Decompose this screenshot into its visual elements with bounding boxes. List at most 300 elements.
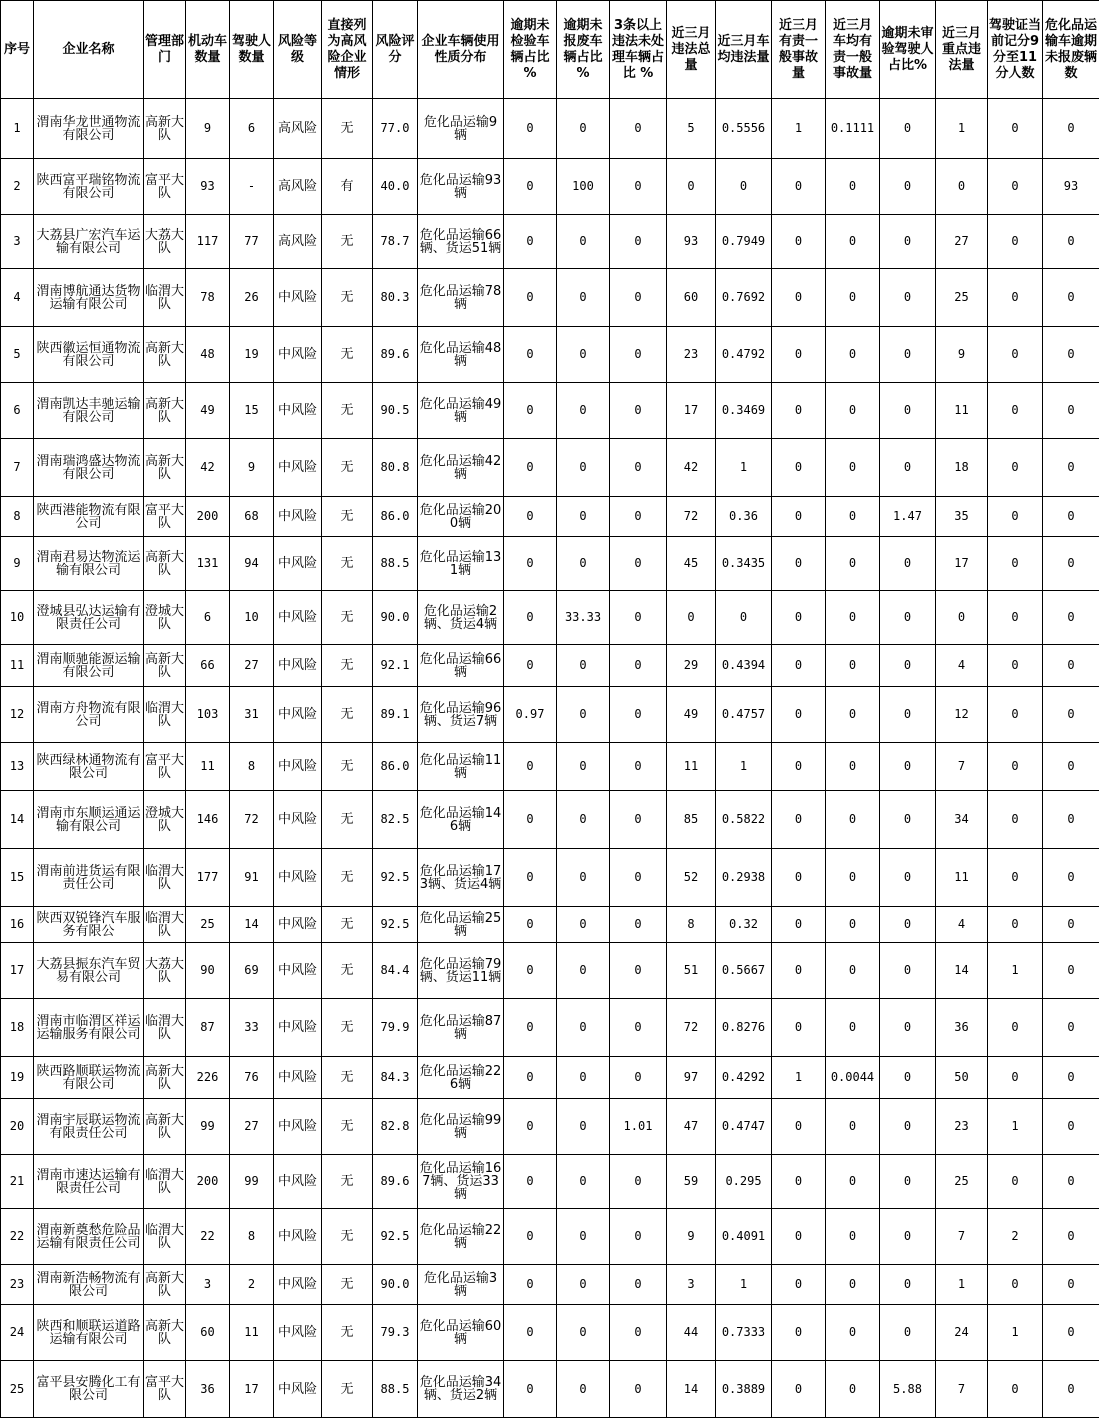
- header-cell: 逾期未报废车辆占比 %: [557, 1, 610, 99]
- table-cell: 0: [1043, 215, 1099, 269]
- table-cell: 4: [1, 269, 34, 327]
- table-cell: 0: [880, 1305, 936, 1361]
- table-cell: 0: [504, 1361, 557, 1418]
- table-cell: 高新大队: [144, 1099, 186, 1155]
- table-cell: 渭南方舟物流有限公司: [34, 687, 144, 743]
- table-cell: 10: [230, 591, 274, 645]
- table-cell: 13: [1, 743, 34, 791]
- table-cell: 0: [772, 269, 826, 327]
- table-cell: 0: [504, 1155, 557, 1209]
- table-cell: 0: [880, 269, 936, 327]
- table-cell: 226: [186, 1057, 230, 1099]
- table-cell: 临渭大队: [144, 1209, 186, 1265]
- table-cell: 无: [322, 1361, 373, 1418]
- table-cell: 69: [230, 943, 274, 999]
- table-cell: 0: [667, 159, 716, 215]
- table-cell: 60: [667, 269, 716, 327]
- table-cell: 0: [504, 497, 557, 537]
- table-cell: 92.5: [373, 1209, 418, 1265]
- table-cell: 0: [504, 1057, 557, 1099]
- table-row: [1, 537, 1099, 591]
- table-cell: 0: [772, 1361, 826, 1418]
- table-cell: 90.0: [373, 591, 418, 645]
- table-cell: 危化品运输22辆: [418, 1209, 504, 1265]
- table-cell: 0: [504, 327, 557, 383]
- table-cell: 0: [1043, 791, 1099, 849]
- table-cell: 0: [667, 591, 716, 645]
- table-cell: 3: [186, 1265, 230, 1305]
- table-cell: 无: [322, 1265, 373, 1305]
- table-cell: 0: [772, 1265, 826, 1305]
- table-cell: 0: [504, 269, 557, 327]
- table-row: [1, 687, 1099, 743]
- table-cell: 0: [988, 743, 1043, 791]
- table-cell: 0: [610, 537, 667, 591]
- table-cell: 危化品运输167辆、货运33辆: [418, 1155, 504, 1209]
- table-cell: 澄城大队: [144, 791, 186, 849]
- table-cell: 33: [230, 999, 274, 1057]
- table-cell: 中风险: [274, 1361, 322, 1418]
- table-row: [1, 791, 1099, 849]
- table-cell: 临渭大队: [144, 907, 186, 943]
- table-cell: 16: [1, 907, 34, 943]
- table-cell: 0: [610, 497, 667, 537]
- table-cell: 1: [716, 439, 772, 497]
- table-cell: 高风险: [274, 215, 322, 269]
- table-cell: 82.8: [373, 1099, 418, 1155]
- table-cell: 中风险: [274, 743, 322, 791]
- table-cell: 0: [504, 943, 557, 999]
- table-cell: 1: [716, 743, 772, 791]
- table-cell: 高新大队: [144, 645, 186, 687]
- table-cell: 7: [936, 1209, 988, 1265]
- table-cell: 0: [936, 591, 988, 645]
- table-cell: 危化品运输25辆: [418, 907, 504, 943]
- table-cell: 131: [186, 537, 230, 591]
- table-cell: 0: [716, 159, 772, 215]
- table-row: [1, 1099, 1099, 1155]
- table-cell: 0.7333: [716, 1305, 772, 1361]
- table-cell: 0: [1043, 1057, 1099, 1099]
- table-cell: 0: [610, 99, 667, 159]
- table-cell: 9: [667, 1209, 716, 1265]
- table-cell: 中风险: [274, 537, 322, 591]
- table-cell: 危化品运输11辆: [418, 743, 504, 791]
- table-cell: 0: [504, 849, 557, 907]
- table-cell: 0: [772, 743, 826, 791]
- table-cell: 高新大队: [144, 327, 186, 383]
- table-cell: 中风险: [274, 1057, 322, 1099]
- table-cell: 0: [826, 645, 880, 687]
- table-cell: 0: [610, 743, 667, 791]
- table-cell: 高风险: [274, 159, 322, 215]
- table-cell: 无: [322, 591, 373, 645]
- table-cell: 0: [504, 1265, 557, 1305]
- table-row: [1, 1361, 1099, 1418]
- table-cell: 0: [826, 1209, 880, 1265]
- header-cell: 近三月车均有责一般事故量: [826, 1, 880, 99]
- table-cell: 渭南新浩畅物流有限公司: [34, 1265, 144, 1305]
- table-cell: 200: [186, 497, 230, 537]
- table-cell: 36: [936, 999, 988, 1057]
- table-cell: 3: [1, 215, 34, 269]
- table-cell: 84.3: [373, 1057, 418, 1099]
- table-cell: 97: [667, 1057, 716, 1099]
- table-cell: 1: [988, 1099, 1043, 1155]
- table-cell: 0: [826, 943, 880, 999]
- table-row: [1, 383, 1099, 439]
- table-cell: 0: [610, 791, 667, 849]
- table-cell: 27: [936, 215, 988, 269]
- table-cell: 77: [230, 215, 274, 269]
- table-cell: 危化品运输79辆、货运11辆: [418, 943, 504, 999]
- table-cell: 1: [988, 1305, 1043, 1361]
- table-cell: 0: [557, 1305, 610, 1361]
- table-cell: 10: [1, 591, 34, 645]
- table-row: [1, 269, 1099, 327]
- table-row: [1, 439, 1099, 497]
- table-cell: 0: [557, 439, 610, 497]
- table-cell: 88.5: [373, 1361, 418, 1418]
- table-cell: 0: [988, 537, 1043, 591]
- table-cell: 0: [988, 849, 1043, 907]
- table-cell: 0: [988, 159, 1043, 215]
- table-cell: 临渭大队: [144, 849, 186, 907]
- table-cell: 93: [186, 159, 230, 215]
- table-cell: 15: [230, 383, 274, 439]
- header-cell: 驾驶证当前记分9分至11分人数: [988, 1, 1043, 99]
- table-cell: 危化品运输42辆: [418, 439, 504, 497]
- table-row: [1, 1057, 1099, 1099]
- table-cell: 0: [826, 1305, 880, 1361]
- table-cell: 危化品运输34辆、货运2辆: [418, 1361, 504, 1418]
- table-cell: 中风险: [274, 439, 322, 497]
- table-cell: 1: [936, 1265, 988, 1305]
- table-cell: 0: [610, 591, 667, 645]
- table-cell: 陕西徽运恒通物流有限公司: [34, 327, 144, 383]
- table-cell: 5: [667, 99, 716, 159]
- table-cell: 0: [504, 645, 557, 687]
- header-cell: 驾驶人数量: [230, 1, 274, 99]
- table-cell: 危化品运输96辆、货运7辆: [418, 687, 504, 743]
- table-cell: 0: [1043, 907, 1099, 943]
- table-cell: 0: [610, 849, 667, 907]
- table-cell: 临渭大队: [144, 269, 186, 327]
- table-cell: 0.3435: [716, 537, 772, 591]
- table-cell: 1.47: [880, 497, 936, 537]
- table-cell: 0.4091: [716, 1209, 772, 1265]
- table-cell: 89.6: [373, 327, 418, 383]
- table-cell: 0: [1043, 1361, 1099, 1418]
- table-cell: 12: [1, 687, 34, 743]
- table-cell: 11: [230, 1305, 274, 1361]
- table-cell: 51: [667, 943, 716, 999]
- table-cell: 11: [1, 645, 34, 687]
- table-cell: 无: [322, 1057, 373, 1099]
- table-cell: 危化品运输131辆: [418, 537, 504, 591]
- table-cell: 0: [988, 327, 1043, 383]
- table-cell: 25: [936, 269, 988, 327]
- table-cell: 中风险: [274, 907, 322, 943]
- table-cell: 4: [936, 907, 988, 943]
- table-cell: 0: [988, 1155, 1043, 1209]
- table-cell: 78: [186, 269, 230, 327]
- table-cell: 0: [988, 907, 1043, 943]
- table-cell: 0: [988, 687, 1043, 743]
- table-cell: 无: [322, 1305, 373, 1361]
- table-row: [1, 99, 1099, 159]
- table-cell: 0: [826, 791, 880, 849]
- table-cell: 90.0: [373, 1265, 418, 1305]
- table-cell: 0.7949: [716, 215, 772, 269]
- table-cell: 无: [322, 907, 373, 943]
- table-cell: 14: [230, 907, 274, 943]
- table-cell: 0: [610, 327, 667, 383]
- table-cell: 陕西双锐锋汽车服务有限公: [34, 907, 144, 943]
- table-cell: 86.0: [373, 497, 418, 537]
- table-cell: 0: [610, 1305, 667, 1361]
- table-cell: 陕西港能物流有限公司: [34, 497, 144, 537]
- table-cell: 0: [772, 591, 826, 645]
- table-cell: 0: [1043, 687, 1099, 743]
- table-cell: 11: [667, 743, 716, 791]
- table-cell: 0: [880, 1155, 936, 1209]
- table-cell: 0: [557, 645, 610, 687]
- table-cell: 2: [230, 1265, 274, 1305]
- table-cell: 无: [322, 439, 373, 497]
- table-row: [1, 215, 1099, 269]
- table-cell: 0: [880, 687, 936, 743]
- table-cell: 0: [1043, 327, 1099, 383]
- table-cell: 17: [1, 943, 34, 999]
- table-cell: 23: [936, 1099, 988, 1155]
- table-cell: 0: [504, 1305, 557, 1361]
- table-cell: 52: [667, 849, 716, 907]
- table-cell: 0.4792: [716, 327, 772, 383]
- table-cell: 陕西富平瑞铭物流有限公司: [34, 159, 144, 215]
- table-cell: 0: [988, 215, 1043, 269]
- header-row: [1, 1, 1099, 99]
- table-cell: 0: [772, 383, 826, 439]
- table-cell: 31: [230, 687, 274, 743]
- header-cell: 危化品运输车逾期未报废辆数: [1043, 1, 1099, 99]
- table-cell: 高新大队: [144, 1305, 186, 1361]
- table-cell: 89.6: [373, 1155, 418, 1209]
- table-row: [1, 907, 1099, 943]
- table-cell: 0: [557, 999, 610, 1057]
- table-cell: 无: [322, 849, 373, 907]
- table-cell: 无: [322, 269, 373, 327]
- table-cell: 危化品运输146辆: [418, 791, 504, 849]
- table-cell: 危化品运输66辆、货运51辆: [418, 215, 504, 269]
- table-cell: 0: [610, 907, 667, 943]
- table-cell: 危化品运输173辆、货运4辆: [418, 849, 504, 907]
- table-cell: 0: [772, 791, 826, 849]
- table-cell: 66: [186, 645, 230, 687]
- table-cell: 9: [936, 327, 988, 383]
- table-cell: 1: [988, 943, 1043, 999]
- table-cell: 0: [826, 269, 880, 327]
- table-cell: 99: [230, 1155, 274, 1209]
- table-cell: 0: [772, 1099, 826, 1155]
- table-cell: 86.0: [373, 743, 418, 791]
- table-cell: 临渭大队: [144, 999, 186, 1057]
- table-cell: 危化品运输66辆: [418, 645, 504, 687]
- table-cell: 0: [610, 159, 667, 215]
- table-cell: 93: [667, 215, 716, 269]
- table-cell: 0: [557, 1265, 610, 1305]
- table-cell: 大荔大队: [144, 215, 186, 269]
- table-cell: 0: [1043, 439, 1099, 497]
- table-cell: 0: [557, 269, 610, 327]
- table-cell: 8: [1, 497, 34, 537]
- table-cell: 0: [772, 159, 826, 215]
- table-cell: 0.3889: [716, 1361, 772, 1418]
- table-cell: 0.0044: [826, 1057, 880, 1099]
- table-cell: 富平大队: [144, 743, 186, 791]
- table-cell: 0: [772, 327, 826, 383]
- table-cell: 9: [230, 439, 274, 497]
- table-cell: 7: [936, 743, 988, 791]
- table-cell: 0: [1043, 591, 1099, 645]
- table-cell: 0: [504, 999, 557, 1057]
- table-cell: 0: [610, 943, 667, 999]
- table-row: [1, 159, 1099, 215]
- table-cell: 渭南顺驰能源运输有限公司: [34, 645, 144, 687]
- table-cell: 0: [988, 383, 1043, 439]
- table-cell: 0: [1043, 1265, 1099, 1305]
- table-cell: 0.3469: [716, 383, 772, 439]
- table-cell: 42: [186, 439, 230, 497]
- table-cell: 陕西路顺联运物流有限公司: [34, 1057, 144, 1099]
- table-cell: 0: [988, 999, 1043, 1057]
- table-cell: 0: [610, 1209, 667, 1265]
- table-cell: 0: [826, 383, 880, 439]
- table-cell: 大荔大队: [144, 943, 186, 999]
- table-cell: 富平大队: [144, 497, 186, 537]
- table-cell: 0: [610, 269, 667, 327]
- table-cell: 0: [826, 215, 880, 269]
- table-cell: 0: [504, 1099, 557, 1155]
- table-cell: 0: [610, 1057, 667, 1099]
- table-cell: 117: [186, 215, 230, 269]
- table-cell: 0: [826, 907, 880, 943]
- table-cell: 0: [504, 537, 557, 591]
- table-cell: 80.3: [373, 269, 418, 327]
- table-cell: 60: [186, 1305, 230, 1361]
- table-cell: 高新大队: [144, 383, 186, 439]
- table-cell: 0: [880, 439, 936, 497]
- table-cell: 18: [936, 439, 988, 497]
- table-cell: 0: [557, 1361, 610, 1418]
- table-cell: 0: [826, 159, 880, 215]
- table-cell: 72: [667, 999, 716, 1057]
- table-cell: 0: [504, 99, 557, 159]
- table-cell: 8: [667, 907, 716, 943]
- table-cell: 0: [988, 1057, 1043, 1099]
- table-cell: 76: [230, 1057, 274, 1099]
- table-cell: 25: [1, 1361, 34, 1418]
- table-cell: 0: [772, 1305, 826, 1361]
- table-cell: 200: [186, 1155, 230, 1209]
- table-cell: 0: [557, 791, 610, 849]
- table-cell: 0: [772, 645, 826, 687]
- table-cell: 渭南市临渭区祥运运输服务有限公司: [34, 999, 144, 1057]
- table-cell: 25: [936, 1155, 988, 1209]
- table-row: [1, 1305, 1099, 1361]
- table-cell: 0: [880, 383, 936, 439]
- table-cell: 18: [1, 999, 34, 1057]
- table-cell: 0: [610, 999, 667, 1057]
- table-cell: 0: [880, 743, 936, 791]
- table-row: [1, 645, 1099, 687]
- table-cell: 0: [880, 999, 936, 1057]
- table-cell: 危化品运输99辆: [418, 1099, 504, 1155]
- table-cell: 0: [826, 999, 880, 1057]
- table-cell: 0: [610, 1265, 667, 1305]
- table-cell: 0: [557, 849, 610, 907]
- table-cell: 0: [557, 943, 610, 999]
- table-cell: 0: [880, 791, 936, 849]
- table-cell: 0: [504, 439, 557, 497]
- table-cell: 0: [880, 1209, 936, 1265]
- table-cell: 0: [1043, 645, 1099, 687]
- table-cell: 危化品运输93辆: [418, 159, 504, 215]
- table-cell: 49: [667, 687, 716, 743]
- table-cell: 0: [826, 591, 880, 645]
- table-cell: 无: [322, 1155, 373, 1209]
- table-cell: 14: [667, 1361, 716, 1418]
- header-cell: 直接列为高风险企业情形: [322, 1, 373, 99]
- table-cell: 危化品运输78辆: [418, 269, 504, 327]
- table-cell: 高新大队: [144, 537, 186, 591]
- table-cell: 危化品运输3辆: [418, 1265, 504, 1305]
- table-cell: 中风险: [274, 497, 322, 537]
- table-cell: 11: [936, 849, 988, 907]
- table-cell: 90.5: [373, 383, 418, 439]
- table-cell: 93: [1043, 159, 1099, 215]
- table-cell: 0.1111: [826, 99, 880, 159]
- table-cell: 11: [186, 743, 230, 791]
- table-cell: 0: [610, 439, 667, 497]
- table-cell: 0: [610, 645, 667, 687]
- table-cell: 0: [557, 1209, 610, 1265]
- table-cell: 11: [936, 383, 988, 439]
- table-cell: 陕西和顺联运道路运输有限公司: [34, 1305, 144, 1361]
- table-cell: 高新大队: [144, 1057, 186, 1099]
- table-cell: 0: [988, 497, 1043, 537]
- table-cell: 0: [880, 943, 936, 999]
- table-cell: 渭南君易达物流运输有限公司: [34, 537, 144, 591]
- table-cell: 79.9: [373, 999, 418, 1057]
- table-cell: 澄城大队: [144, 591, 186, 645]
- table-cell: 0: [988, 791, 1043, 849]
- table-cell: 92.5: [373, 849, 418, 907]
- table-cell: 2: [1, 159, 34, 215]
- header-cell: 逾期未审验驾驶人占比%: [880, 1, 936, 99]
- table-cell: 0: [1043, 1099, 1099, 1155]
- table-cell: 0: [772, 215, 826, 269]
- table-cell: 59: [667, 1155, 716, 1209]
- table-cell: 1: [936, 99, 988, 159]
- table-cell: 47: [667, 1099, 716, 1155]
- table-cell: 5.88: [880, 1361, 936, 1418]
- table-cell: 27: [230, 645, 274, 687]
- table-cell: 0: [772, 439, 826, 497]
- table-cell: 富平县安腾化工有限公司: [34, 1361, 144, 1418]
- table-cell: 0: [826, 1155, 880, 1209]
- table-cell: 中风险: [274, 645, 322, 687]
